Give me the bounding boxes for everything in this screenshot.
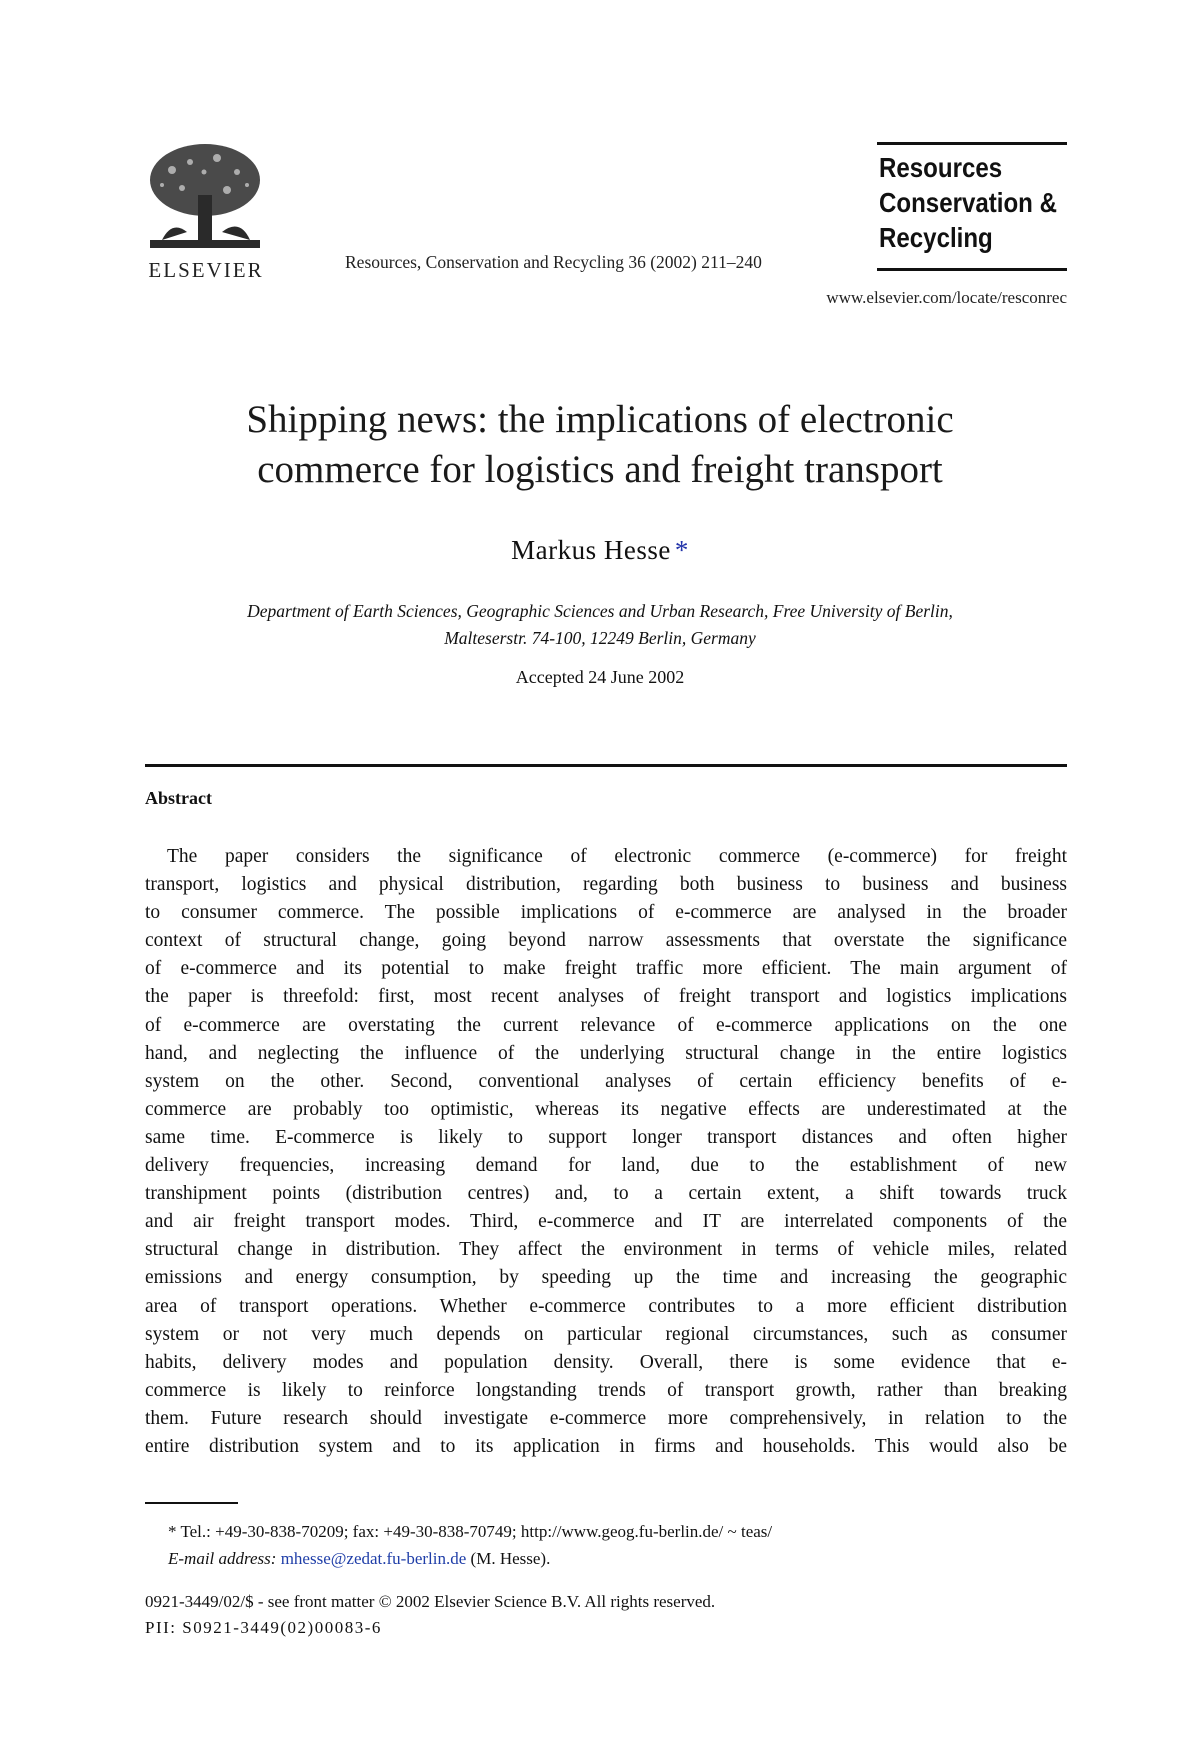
abstract-line: system on the other. Second, conventional analyses of certain efficiency benefits of e-: [145, 1070, 1067, 1092]
elsevier-tree-icon: [142, 140, 268, 252]
journal-title-line: Resources: [879, 152, 1003, 183]
abstract-line: delivery frequencies, increasing demand for land, due to the establishment of new: [145, 1155, 1067, 1177]
footnote-rule: [145, 1502, 238, 1504]
abstract-line: The paper considers the significance of electronic commerce (e-commerce) for freight: [167, 846, 1067, 867]
publisher-name: ELSEVIER: [148, 258, 264, 282]
masthead-bottom-rule: [877, 268, 1067, 271]
pii-identifier: PII: S0921-3449(02)00083-6: [145, 1618, 382, 1637]
journal-title-line: Recycling: [879, 222, 993, 253]
abstract-line: the paper is threefold: first, most recent analyses of freight transport and logistics implications: [145, 986, 1067, 1008]
abstract-line: of e-commerce are overstating the current relevance of e-commerce applications on the one: [145, 1014, 1067, 1036]
copyright-notice: 0921-3449/02/$ - see front matter © 2002 Elsevier Science B.V. All rights reserved.: [145, 1592, 716, 1611]
footnote-email: [168, 1549, 550, 1569]
abstract-line: them. Future research should investigate e-commerce more comprehensively, in relation to the: [145, 1407, 1067, 1429]
affiliation-line: Malteserstr. 74-100, 12249 Berlin, Germany: [444, 628, 756, 648]
footnote-contact: * Tel.: +49-30-838-70209; fax: +49-30-838-70749; http://www.geog.fu-berlin.de/ ~ teas/: [168, 1522, 773, 1541]
author-line: [0, 535, 1200, 566]
journal-title: [879, 150, 1057, 255]
masthead-top-rule: [877, 142, 1067, 145]
title-line: commerce for logistics and freight transport: [257, 448, 943, 491]
abstract-line: area of transport operations. Whether e-commerce contributes to a more efficient distribution: [145, 1295, 1067, 1317]
author-name: Markus Hesse: [511, 535, 671, 565]
abstract-line: commerce is likely to reinforce longstanding trends of transport growth, rather than breaking: [145, 1379, 1067, 1401]
email-link[interactable]: mhesse@zedat.fu-berlin.de: [280, 1549, 467, 1568]
journal-url[interactable]: www.elsevier.com/locate/resconrec: [826, 288, 1067, 307]
email-suffix: (M. Hesse).: [466, 1549, 551, 1568]
abstract-line: emissions and energy consumption, by speeding up the time and increasing the geographic: [145, 1267, 1067, 1289]
section-divider: [145, 764, 1067, 767]
elsevier-logo: [140, 140, 270, 280]
abstract-line: transhipment points (distribution centres) and, to a certain extent, a shift towards truck: [145, 1183, 1067, 1205]
journal-masthead: [877, 142, 1067, 272]
abstract-heading: Abstract: [145, 788, 212, 808]
abstract-line: context of structural change, going beyond narrow assessments that overstate the significance: [145, 930, 1067, 952]
abstract-line: entire distribution system and to its application in firms and households. This would also be: [145, 1435, 1067, 1457]
abstract-line: transport, logistics and physical distribution, regarding both business to business and business: [145, 874, 1067, 896]
journal-title-line: Conservation &: [879, 187, 1057, 218]
author-affiliation: [100, 598, 1100, 652]
accepted-date: Accepted 24 June 2002: [515, 667, 685, 687]
abstract-line: commerce are probably too optimistic, whereas its negative effects are underestimated at the: [145, 1098, 1067, 1120]
abstract-line: habits, delivery modes and population density. Overall, there is some evidence that e-: [145, 1351, 1067, 1373]
title-line: Shipping news: the implications of electronic: [246, 398, 954, 441]
abstract-line: hand, and neglecting the influence of the underlying structural change in the entire logistics: [145, 1042, 1067, 1064]
email-label: E-mail address:: [168, 1549, 277, 1568]
article-title: [100, 395, 1100, 495]
journal-citation: Resources, Conservation and Recycling 36 (2002) 211–240: [345, 252, 762, 272]
affiliation-line: Department of Earth Sciences, Geographic Sciences and Urban Research, Free University of Berlin,: [247, 601, 953, 621]
abstract-line: system or not very much depends on particular regional circumstances, such as consumer: [145, 1323, 1067, 1345]
abstract-line: structural change in distribution. They affect the environment in terms of vehicle miles, related: [145, 1239, 1067, 1261]
abstract-line: of e-commerce and its potential to make freight traffic more efficient. The main argument of: [145, 958, 1067, 980]
abstract-body: [145, 843, 1067, 1461]
corresponding-author-marker[interactable]: *: [674, 535, 689, 565]
abstract-line: to consumer commerce. The possible implications of e-commerce are analysed in the broader: [145, 902, 1067, 924]
abstract-line: and air freight transport modes. Third, e-commerce and IT are interrelated components of the: [145, 1211, 1067, 1233]
abstract-line: same time. E-commerce is likely to support longer transport distances and often higher: [145, 1126, 1067, 1148]
